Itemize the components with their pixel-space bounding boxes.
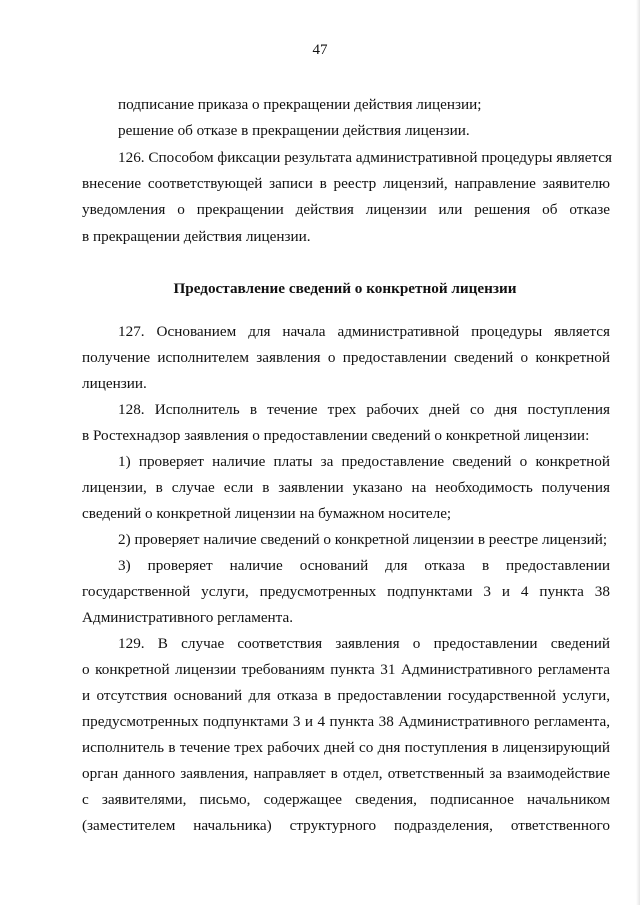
text-line: 3) проверяет наличие оснований для отказа в предоставлении: [118, 557, 610, 574]
text-line: в Ростехнадзор заявления о предоставлении сведений о конкретной лицензии:: [82, 427, 590, 444]
text-line: орган данного заявления, направляет в отдел, ответственный за взаимодействие: [82, 765, 610, 782]
page-edge-shadow: [636, 0, 640, 905]
page-number: 47: [312, 42, 328, 58]
text-line: в прекращении действия лицензии.: [82, 228, 311, 245]
text-line: сведений о конкретной лицензии на бумажном носителе;: [82, 505, 452, 522]
text-line: 2) проверяет наличие сведений о конкретной лицензии в реестре лицензий;: [118, 531, 608, 548]
text-line: 126. Способом фиксации результата административной процедуры является: [118, 149, 613, 166]
text-line: лицензии.: [82, 375, 147, 392]
text-line: 127. Основанием для начала административной процедуры является: [118, 323, 610, 340]
section-heading: Предоставление сведений о конкретной лицензии: [173, 280, 517, 297]
text-line: (заместителем начальника) структурного подразделения, ответственного: [82, 817, 610, 834]
text-line: исполнитель в течение трех рабочих дней со дня поступления в лицензирующий: [82, 739, 610, 756]
text-line: лицензии, в случае если в заявлении указано на необходимость получения: [82, 479, 610, 496]
text-line: подписание приказа о прекращении действия лицензии;: [118, 96, 482, 113]
text-line: государственной услуги, предусмотренных подпунктами 3 и 4 пункта 38: [82, 583, 610, 600]
text-line: предусмотренных подпунктами 3 и 4 пункта 38 Административного регламента,: [82, 713, 610, 730]
text-line: 129. В случае соответствия заявления о предоставлении сведений: [118, 635, 610, 652]
text-line: решение об отказе в прекращении действия лицензии.: [118, 122, 470, 139]
text-line: и отсутствия оснований для отказа в предоставлении государственной услуги,: [82, 687, 610, 704]
text-line: уведомления о прекращении действия лицензии или решения об отказе: [82, 201, 610, 218]
text-line: о конкретной лицензии требованиям пункта 31 Административного регламента: [82, 661, 610, 678]
text-line: внесение соответствующей записи в реестр лицензий, направление заявителю: [82, 175, 610, 192]
text-line: с заявителями, письмо, содержащее сведения, подписанное начальником: [82, 791, 610, 808]
text-line: 1) проверяет наличие платы за предоставление сведений о конкретной: [118, 453, 610, 470]
text-line: Административного регламента.: [82, 609, 294, 626]
text-line: 128. Исполнитель в течение трех рабочих дней со дня поступления: [118, 401, 610, 418]
text-line: получение исполнителем заявления о предоставлении сведений о конкретной: [82, 349, 610, 366]
